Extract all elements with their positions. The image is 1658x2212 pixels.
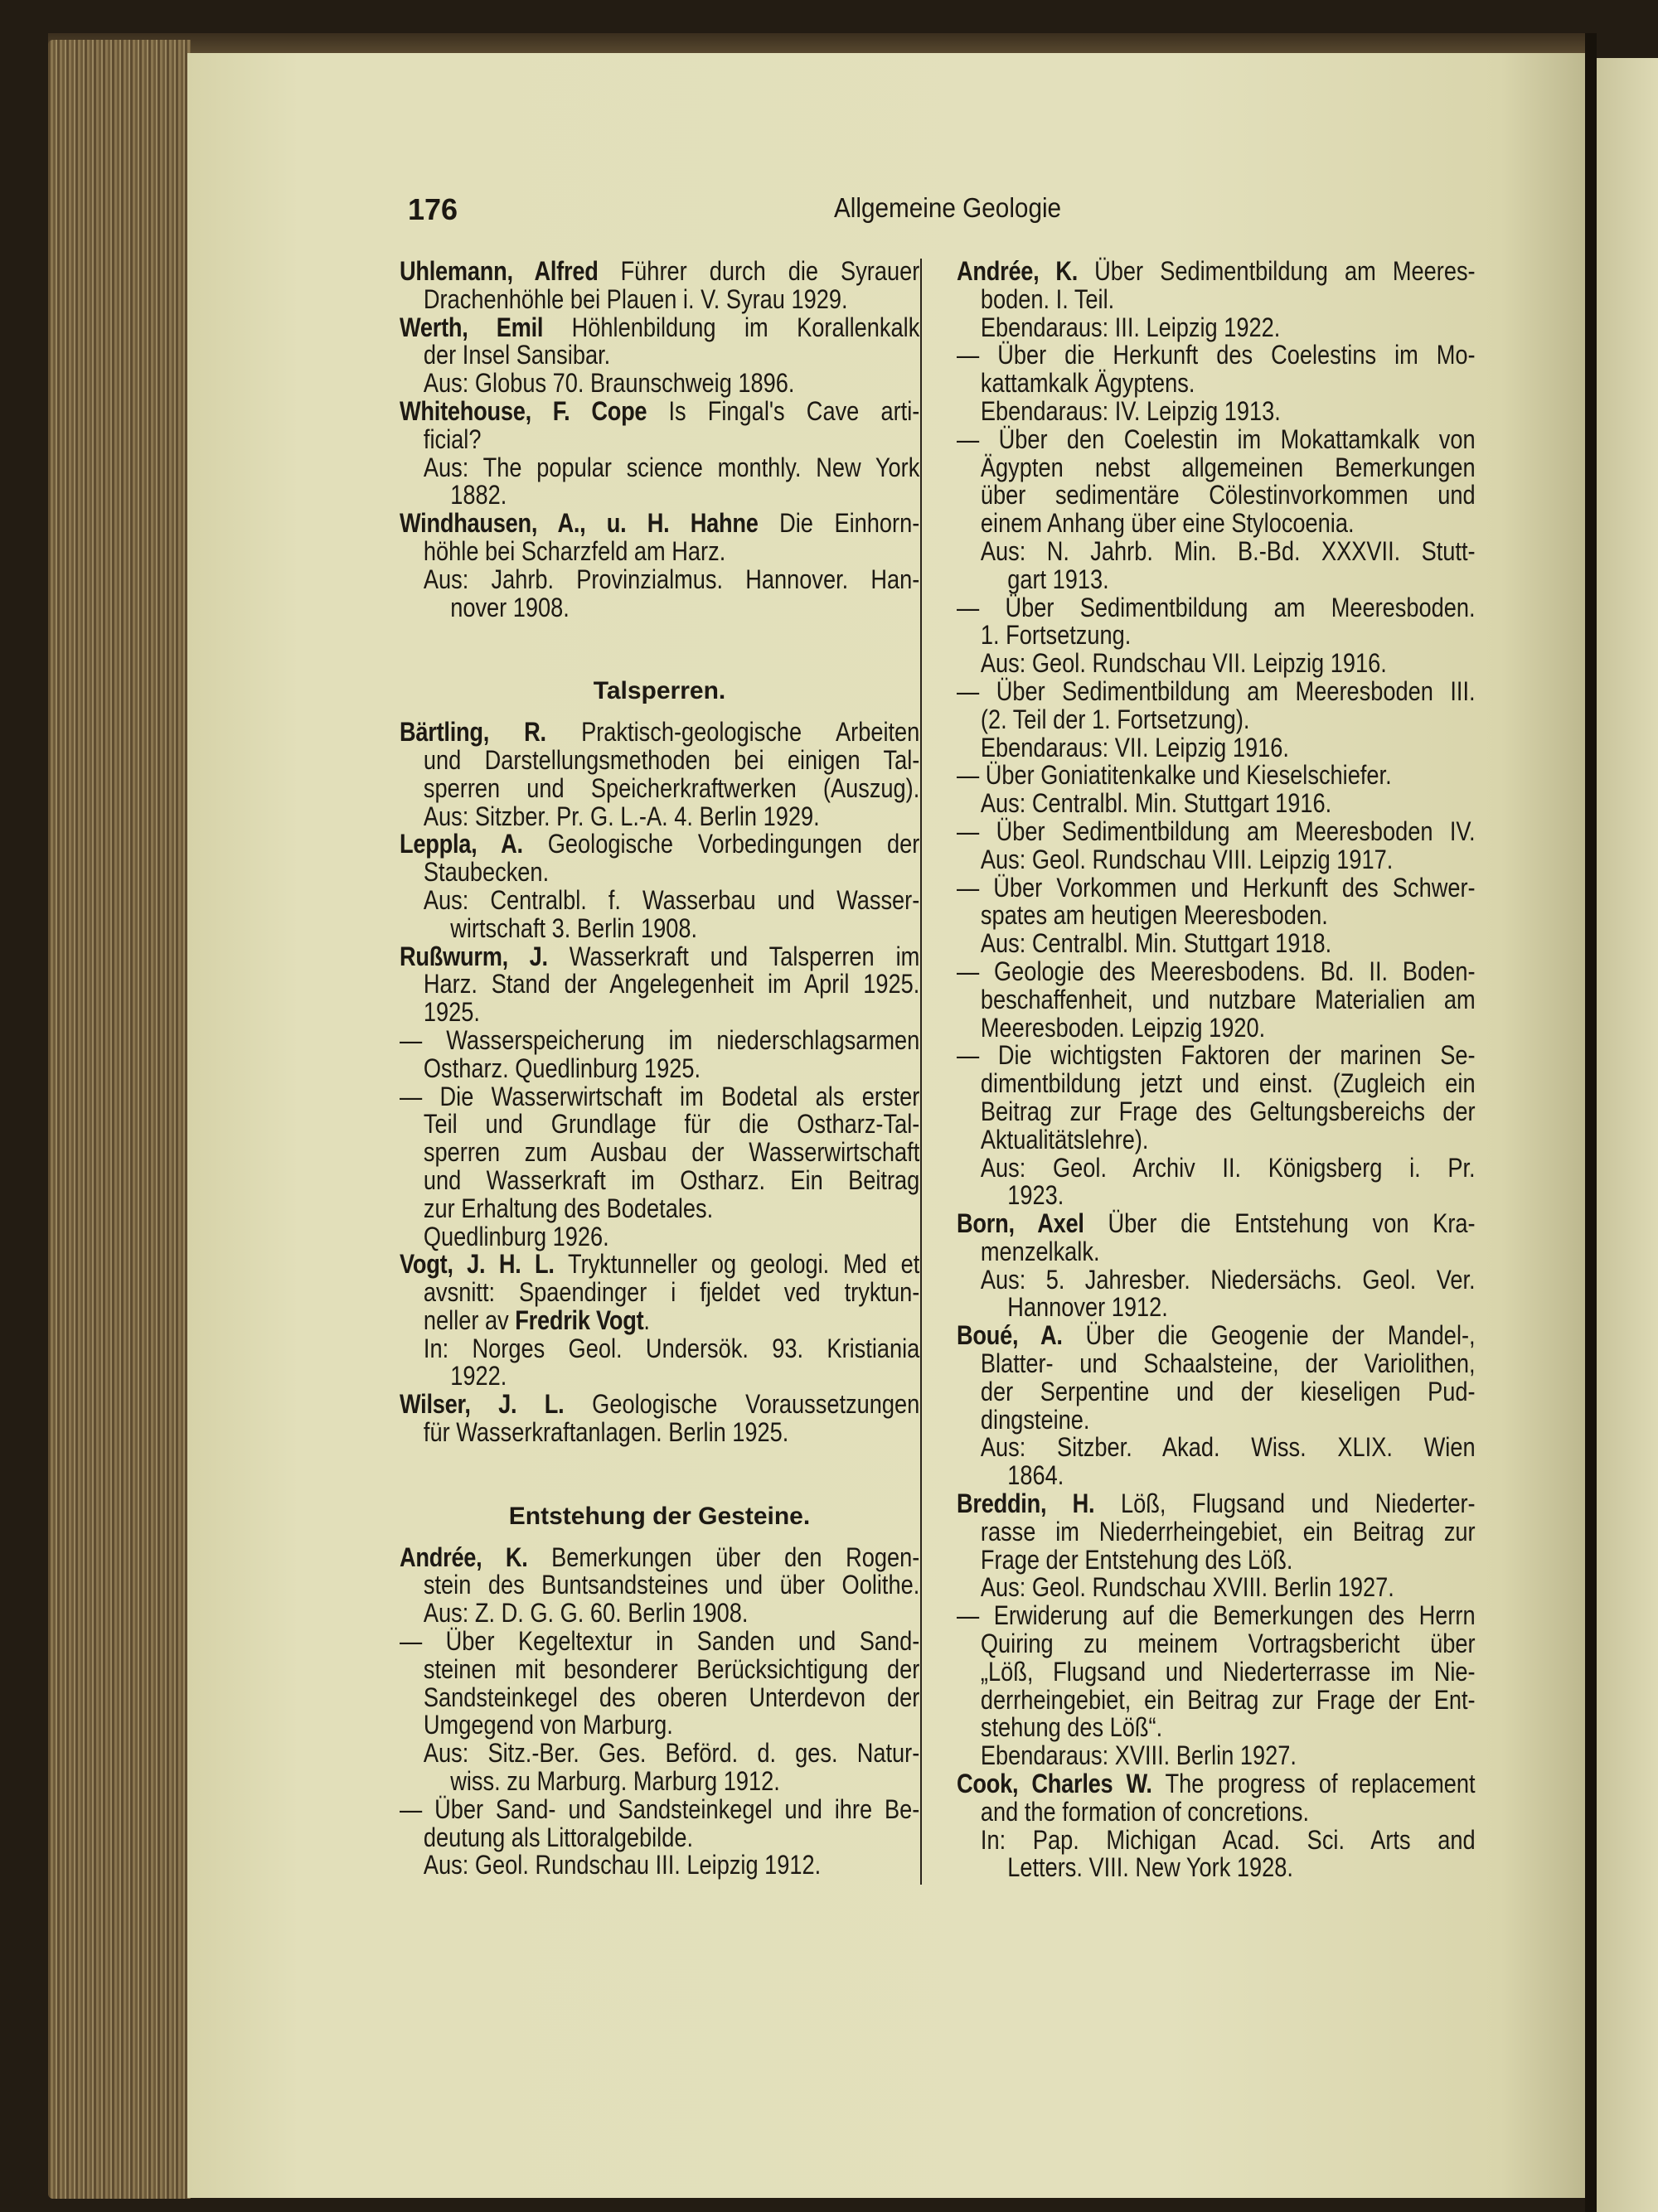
- bibliography-line: [957, 1742, 1476, 1770]
- entry-text: — Über Vorkommen und Herkunft des Schwer-: [957, 872, 1476, 903]
- entry-text: rasse im Niederrheingebiet, ein Beitrag zur: [980, 1516, 1476, 1546]
- entry-text: Drachenhöhle bei Plauen i. V. Syrau 1929.: [423, 283, 848, 314]
- bibliography-line: [400, 999, 919, 1027]
- bibliography-line: [400, 1571, 919, 1600]
- bibliography-line: [400, 1391, 919, 1419]
- bibliography-line: [957, 1070, 1476, 1098]
- bibliography-line: [957, 283, 1476, 314]
- author-name: Uhlemann, Alfred: [400, 256, 599, 286]
- page-number: 176: [408, 192, 458, 226]
- bibliography-line: [957, 1490, 1476, 1518]
- bibliography-line: [957, 1014, 1476, 1043]
- author-name: Breddin, H.: [957, 1488, 1095, 1519]
- bibliography-line: [400, 1544, 919, 1572]
- bibliography-line: [400, 1083, 919, 1111]
- entry-text: Hannover 1912.: [1007, 1292, 1168, 1323]
- bibliography-line: [400, 970, 919, 999]
- entry-text: Aus: Sitzber. Pr. G. L.-A. 4. Berlin 1929.: [423, 801, 820, 831]
- entry-text: Über die Entstehung von Kra-: [1084, 1208, 1476, 1239]
- author-name: Fredrik Vogt: [515, 1304, 644, 1335]
- entry-text: 1922.: [450, 1361, 507, 1392]
- entry-text: Höhlenbildung im Korallenkalk: [543, 312, 920, 342]
- entry-text: Beitrag zur Frage des Geltungsbereichs der: [980, 1096, 1476, 1126]
- entry-text: Über Sedimentbildung am Meeres-: [1078, 256, 1476, 286]
- entry-text: über sedimentäre Cölestinvorkommen und: [980, 480, 1476, 511]
- entry-text: höhle bei Scharzfeld am Harz.: [423, 535, 726, 566]
- bibliography-line: [957, 734, 1476, 762]
- entry-text: Aus: Centralbl. f. Wasserbau und Wasser-: [423, 884, 920, 915]
- bibliography-line: [400, 258, 919, 286]
- entry-text: The progress of replacement: [1151, 1769, 1476, 1799]
- bibliography-line: [957, 1574, 1476, 1602]
- bibliography-line: [957, 535, 1476, 566]
- bibliography-line: [400, 830, 919, 859]
- entry-text: Aus: Globus 70. Braunschweig 1896.: [423, 368, 795, 399]
- entry-text: neller av: [423, 1304, 516, 1335]
- author-name: Cook, Charles W.: [957, 1769, 1152, 1799]
- entry-text: sperren zum Ausbau der Wasserwirtschaft: [423, 1137, 920, 1168]
- entry-text: steinen mit besonderer Berücksichtigung der: [423, 1653, 920, 1684]
- section-heading: Entstehung der Gesteine.: [508, 1502, 811, 1530]
- author-name: Andrée, K.: [957, 256, 1079, 286]
- bibliography-line: [957, 1098, 1476, 1126]
- bibliography-line: [957, 1518, 1476, 1546]
- author-name: Leppla, A.: [400, 829, 523, 859]
- entry-text: Ägypten nebst allgemeinen Bemerkungen: [980, 452, 1476, 482]
- entry-text: Aus: Sitz.-Ber. Ges. Beförd. d. ges. Natur-: [423, 1738, 920, 1769]
- bibliography-line: [957, 1434, 1476, 1462]
- entry-text: Aus: Sitzber. Akad. Wiss. XLIX. Wien: [980, 1432, 1476, 1463]
- entry-text: spates am heutigen Meeresboden.: [980, 900, 1328, 931]
- bibliography-line: [400, 719, 919, 747]
- entry-text: Ebendaraus: VII. Leipzig 1916.: [980, 732, 1289, 762]
- bibliography-line: [957, 1154, 1476, 1183]
- bibliography-line: [400, 803, 919, 831]
- entry-text: Meeresboden. Leipzig 1920.: [980, 1012, 1266, 1043]
- bibliography-line: [400, 1251, 919, 1279]
- entry-text: Aus: Geol. Archiv II. Königsberg i. Pr.: [980, 1152, 1476, 1183]
- bibliography-line: [400, 1139, 919, 1167]
- entry-text: Bemerkungen über den Rogen-: [527, 1542, 920, 1572]
- bibliography-line: [957, 594, 1476, 622]
- entry-text: — Über Sedimentbildung am Meeresboden.: [957, 592, 1476, 622]
- entry-text: .: [643, 1304, 650, 1335]
- bibliography-line: [957, 258, 1476, 286]
- entry-text: Aus: Geol. Rundschau VIII. Leipzig 1917.: [980, 844, 1394, 874]
- bibliography-line: [400, 1653, 920, 1684]
- entry-text: In: Norges Geol. Undersök. 93. Kristiania: [423, 1333, 920, 1363]
- bibliography-line: [957, 986, 1476, 1014]
- bibliography-line: [957, 395, 1476, 426]
- bibliography-line: [957, 1238, 1476, 1266]
- entry-text: sperren und Speicherkraftwerken (Auszug).: [423, 772, 920, 803]
- entry-text: Frage der Entstehung des Löß.: [980, 1544, 1293, 1575]
- bibliography-line: [957, 958, 1476, 986]
- author-name: Vogt, J. H. L.: [400, 1249, 555, 1280]
- bibliography-line: [957, 1798, 1476, 1827]
- bibliography-line: [957, 874, 1476, 903]
- entry-text: dingsteine.: [980, 1404, 1090, 1435]
- entry-text: — Die wichtigsten Faktoren der marinen Se-: [957, 1040, 1476, 1071]
- entry-text: Ebendaraus: IV. Leipzig 1913.: [980, 395, 1281, 426]
- right-column: [957, 258, 1567, 1882]
- entry-text: — Über Sedimentbildung am Meeresboden IV.: [957, 816, 1476, 846]
- entry-text: Führer durch die Syrauer: [598, 256, 920, 286]
- bibliography-line: [957, 1182, 1476, 1210]
- bibliography-line: [957, 1210, 1476, 1238]
- entry-text: — Über Sedimentbildung am Meeresboden III.: [957, 675, 1476, 706]
- bibliography-line: [957, 1266, 1476, 1295]
- bibliography-line: [957, 454, 1476, 482]
- entry-text: Harz. Stand der Angelegenheit im April 1925.: [423, 969, 920, 1000]
- entry-text: Aktualitätslehre).: [980, 1124, 1149, 1154]
- bibliography-line: [957, 706, 1476, 734]
- entry-text: beschaffenheit, und nutzbare Materialien am: [980, 984, 1476, 1014]
- entry-text: 1882.: [450, 480, 507, 511]
- entry-text: Is Fingal's Cave arti-: [647, 395, 920, 426]
- bibliography-line: [400, 1740, 919, 1768]
- entry-text: deutung als Littoralgebilde.: [423, 1822, 694, 1852]
- book-gutter: [1585, 33, 1597, 2212]
- entry-text: 1864.: [1007, 1460, 1064, 1491]
- entry-text: menzelkalk.: [980, 1236, 1100, 1266]
- bibliography-line: [957, 1602, 1476, 1630]
- bibliography-line: [400, 1111, 919, 1139]
- author-name: Wilser, J. L.: [400, 1389, 565, 1420]
- entry-text: Aus: Centralbl. Min. Stuttgart 1916.: [980, 788, 1332, 819]
- entry-text: 1. Fortsetzung.: [980, 620, 1132, 651]
- page-stack-edge: [48, 40, 191, 2199]
- entry-text: Die Einhorn-: [758, 508, 920, 539]
- entry-text: Umgegend von Marburg.: [423, 1710, 673, 1740]
- entry-text: boden. I. Teil.: [980, 283, 1115, 314]
- entry-text: In: Pap. Michigan Acad. Sci. Arts and: [980, 1824, 1476, 1855]
- bibliography-line: [957, 930, 1476, 958]
- entry-text: für Wasserkraftanlagen. Berlin 1925.: [423, 1417, 789, 1448]
- entry-text: und Darstellungsmethoden bei einigen Tal-: [423, 744, 920, 775]
- entry-text: — Erwiderung auf die Bemerkungen des Herrn: [957, 1600, 1476, 1631]
- entry-text: gart 1913.: [1007, 564, 1109, 594]
- bibliography-line: [400, 1279, 919, 1307]
- bibliography-line: [400, 1304, 919, 1335]
- bibliography-line: [400, 1684, 919, 1712]
- bibliography-line: [400, 454, 919, 482]
- entry-text: wiss. zu Marburg. Marburg 1912.: [450, 1766, 780, 1797]
- bibliography-line: [400, 1223, 919, 1251]
- author-name: Werth, Emil: [400, 312, 544, 342]
- bibliography-line: [957, 650, 1476, 678]
- author-name: Andrée, K.: [400, 1542, 528, 1572]
- bibliography-line: [957, 1378, 1476, 1406]
- bibliography-line: [957, 622, 1476, 650]
- bibliography-line: [400, 1363, 919, 1391]
- entry-text: Aus: Centralbl. Min. Stuttgart 1918.: [980, 928, 1332, 959]
- bibliography-line: [400, 1628, 919, 1656]
- bibliography-line: [400, 1851, 919, 1880]
- bibliography-line: [400, 1195, 919, 1223]
- book-top-edge: [48, 33, 1590, 55]
- bibliography-line: [957, 762, 1476, 790]
- bibliography-line: [400, 943, 919, 971]
- facing-page-edge: [1597, 58, 1658, 2212]
- bibliography-line: [957, 846, 1476, 874]
- bibliography-line: [400, 535, 919, 566]
- entry-text: Aus: Geol. Rundschau XVIII. Berlin 1927.: [980, 1572, 1394, 1603]
- bibliography-line: [957, 1854, 1476, 1882]
- author-name: Whitehouse, F. Cope: [400, 395, 647, 426]
- entry-text: Ebendaraus: III. Leipzig 1922.: [980, 312, 1281, 342]
- bibliography-line: [957, 1630, 1476, 1658]
- entry-text: — Über die Herkunft des Coelestins im Mo-: [957, 340, 1476, 370]
- entry-text: Praktisch-geologische Arbeiten: [545, 717, 920, 748]
- entry-text: wirtschaft 3. Berlin 1908.: [450, 912, 698, 943]
- bibliography-line: [400, 482, 919, 510]
- entry-text: Sandsteinkegel des oberen Unterdevon der: [423, 1682, 920, 1712]
- entry-text: — Über Sand- und Sandsteinkegel und ihre Be-: [400, 1793, 920, 1824]
- bibliography-line: [400, 1419, 919, 1447]
- entry-text: Aus: Geol. Rundschau III. Leipzig 1912.: [423, 1850, 822, 1880]
- bibliography-line: [957, 566, 1476, 594]
- entry-text: Aus: 5. Jahresber. Niedersächs. Geol. Ver.: [980, 1264, 1476, 1295]
- bibliography-line: [957, 341, 1476, 370]
- entry-text: dimentbildung jetzt und einst. (Zugleich ein: [980, 1068, 1476, 1099]
- entry-text: Ebendaraus: XVIII. Berlin 1927.: [980, 1740, 1297, 1771]
- bibliography-line: [957, 1770, 1476, 1798]
- entry-text: Quedlinburg 1926.: [423, 1221, 609, 1251]
- bibliography-line: [957, 1126, 1476, 1154]
- entry-text: — Die Wasserwirtschaft im Bodetal als erster: [400, 1081, 920, 1111]
- bibliography-line: [957, 1684, 1476, 1715]
- entry-text: zur Erhaltung des Bodetales.: [423, 1193, 714, 1223]
- bibliography-line: [400, 395, 920, 426]
- bibliography-line: [400, 510, 919, 538]
- entry-text: nover 1908.: [450, 592, 570, 622]
- author-name: Rußwurm, J.: [400, 941, 548, 971]
- author-name: Bärtling, R.: [400, 717, 546, 748]
- bibliography-line: [400, 1164, 920, 1195]
- entry-text: Aus: Geol. Rundschau VII. Leipzig 1916.: [980, 648, 1387, 679]
- bibliography-line: [957, 1406, 1476, 1435]
- entry-text: kattamkalk Ägyptens.: [980, 368, 1195, 399]
- entry-text: der Insel Sansibar.: [423, 340, 611, 370]
- entry-text: Geologische Vorbedingungen der: [522, 829, 920, 859]
- entry-text: der Serpentine und der kieseligen Pud-: [980, 1376, 1476, 1406]
- author-name: Born, Axel: [957, 1208, 1084, 1239]
- entry-text: Quiring zu meinem Vortragsbericht über: [980, 1629, 1476, 1659]
- bibliography-line: [957, 1322, 1476, 1350]
- bibliography-line: [957, 426, 1476, 454]
- bibliography-line: [957, 370, 1476, 398]
- bibliography-line: [957, 1294, 1476, 1322]
- entry-text: (2. Teil der 1. Fortsetzung).: [980, 704, 1250, 734]
- entry-text: Staubecken.: [423, 857, 550, 888]
- entry-text: Löß, Flugsand und Niederter-: [1094, 1488, 1476, 1519]
- bibliography-line: [400, 1600, 919, 1628]
- entry-text: Letters. VIII. New York 1928.: [1007, 1852, 1293, 1883]
- entry-text: und Wasserkraft im Ostharz. Ein Beitrag: [423, 1164, 920, 1195]
- entry-text: 1925.: [423, 997, 480, 1028]
- bibliography-line: [400, 341, 919, 370]
- entry-text: Teil und Grundlage für die Ostharz-Tal-: [423, 1109, 920, 1140]
- entry-text: and the formation of concretions.: [980, 1796, 1310, 1827]
- bibliography-line: [400, 1768, 919, 1796]
- bibliography-line: [400, 859, 919, 887]
- bibliography-line: [957, 1350, 1476, 1378]
- bibliography-line: [957, 482, 1476, 510]
- bibliography-line: [400, 1055, 919, 1083]
- bibliography-line: [400, 370, 919, 398]
- entry-text: — Geologie des Meeresbodens. Bd. II. Boden-: [957, 956, 1476, 986]
- bibliography-line: [400, 1793, 920, 1824]
- bibliography-line: [400, 772, 920, 803]
- bibliography-line: [957, 1462, 1476, 1490]
- entry-text: Tryktunneller og geologi. Med et: [554, 1249, 920, 1280]
- entry-text: Blatter- und Schaalsteine, der Variolithen,: [980, 1348, 1476, 1379]
- bibliography-line: [400, 744, 920, 775]
- bibliography-line: [957, 818, 1476, 846]
- bibliography-line: [400, 314, 919, 342]
- bibliography-line: [400, 1824, 919, 1852]
- bibliography-line: [400, 594, 919, 622]
- entry-text: derrheingebiet, ein Beitrag zur Frage der Ent-: [980, 1684, 1476, 1715]
- entry-text: Ostharz. Quedlinburg 1925.: [423, 1053, 701, 1083]
- bibliography-line: [400, 426, 919, 454]
- bibliography-line: [400, 1335, 919, 1363]
- bibliography-line: [957, 790, 1476, 818]
- bibliography-line: [957, 1546, 1476, 1575]
- entry-text: Über die Geogenie der Mandel-,: [1062, 1320, 1476, 1351]
- entry-text: avsnitt: Spaendinger i fjeldet ved tryktun-: [423, 1277, 920, 1308]
- bibliography-line: [400, 1711, 919, 1740]
- entry-text: ficial?: [423, 424, 482, 454]
- column-divider: [920, 259, 922, 1885]
- author-name: Boué, A.: [957, 1320, 1063, 1351]
- entry-text: Aus: The popular science monthly. New York: [423, 452, 920, 482]
- entry-text: Aus: Z. D. G. G. 60. Berlin 1908.: [423, 1598, 749, 1629]
- bibliography-line: [957, 1658, 1476, 1687]
- entry-text: einem Anhang über eine Stylocoenia.: [980, 508, 1355, 539]
- entry-text: 1923.: [1007, 1180, 1064, 1211]
- bibliography-line: [957, 1824, 1476, 1855]
- author-name: Windhausen, A., u. H. Hahne: [400, 508, 759, 539]
- bibliography-line: [957, 510, 1476, 538]
- entry-text: Aus: N. Jahrb. Min. B.-Bd. XXXVII. Stutt-: [980, 535, 1476, 566]
- entry-text: Geologische Voraussetzungen: [564, 1389, 920, 1420]
- running-title: Allgemeine Geologie: [834, 192, 1062, 223]
- bibliography-line: [400, 566, 919, 594]
- bibliography-line: [400, 912, 919, 943]
- section-heading: Talsperren.: [593, 677, 726, 705]
- entry-text: stehung des Löß“.: [980, 1712, 1163, 1743]
- bibliography-line: [400, 283, 919, 314]
- entry-text: — Über Kegeltextur in Sanden und Sand-: [400, 1626, 920, 1657]
- bibliography-line: [957, 902, 1476, 930]
- entry-text: Wasserkraft und Talsperren im: [547, 941, 920, 971]
- entry-text: stein des Buntsandsteines und über Oolithe.: [423, 1570, 920, 1600]
- entry-text: „Löß, Flugsand und Niederterrasse im Nie-: [980, 1656, 1476, 1687]
- entry-text: — Wasserspeicherung im niederschlagsarmen: [400, 1024, 920, 1055]
- bibliography-line: [957, 314, 1476, 342]
- entry-text: — Über Goniatitenkalke und Kieselschiefer.: [957, 760, 1392, 791]
- bibliography-line: [400, 1024, 920, 1055]
- bibliography-line: [957, 1042, 1476, 1070]
- entry-text: Aus: Jahrb. Provinzialmus. Hannover. Han-: [423, 564, 920, 594]
- entry-text: — Über den Coelestin im Mokattamkalk von: [957, 424, 1476, 454]
- bibliography-line: [400, 884, 920, 915]
- bibliography-line: [957, 675, 1476, 706]
- bibliography-line: [957, 1714, 1476, 1742]
